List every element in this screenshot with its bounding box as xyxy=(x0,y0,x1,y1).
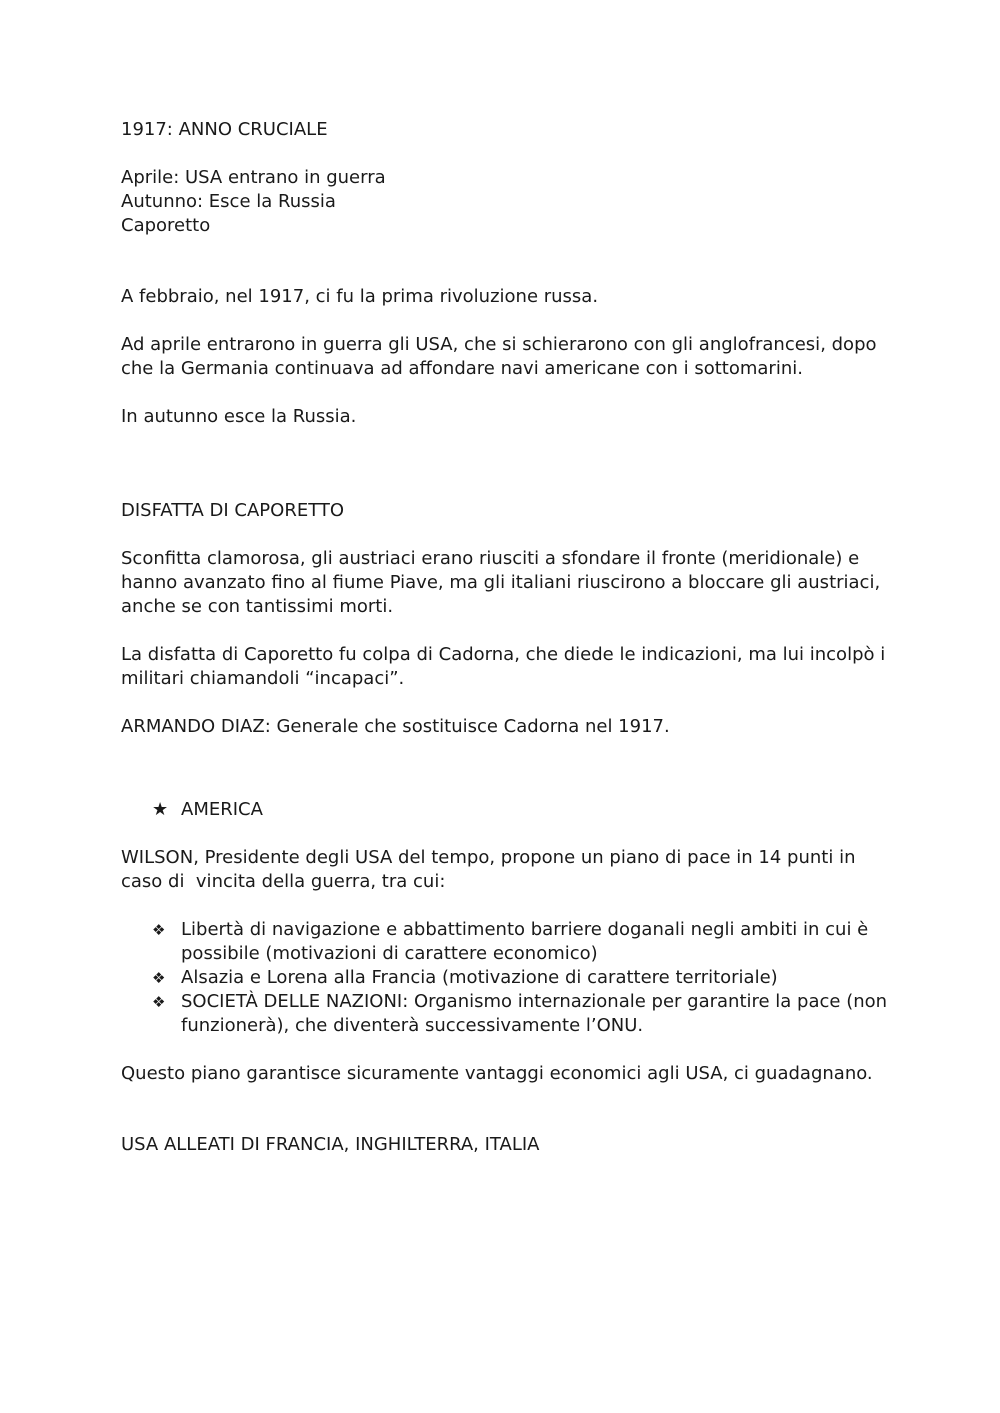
diamond-bullet-icon: ❖ xyxy=(152,921,166,939)
list-item xyxy=(152,918,891,966)
list-item-text: Alsazia e Lorena alla Francia (motivazione di carattere territoriale) xyxy=(181,967,778,988)
section-title-america-row xyxy=(121,798,891,822)
section-title-anno-cruciale: 1917: ANNO CRUCIALE xyxy=(121,119,328,140)
document-page xyxy=(121,118,891,1157)
list-item xyxy=(152,966,891,990)
paragraph-sconfitta: Sconfitta clamorosa, gli austriaci erano riusciti a sfondare il fronte (meridionale) e hanno avanzato fino al fiume Piave, ma gli italiani riuscirono a bloccare gli austriaci, anche se con tantissimi morti. xyxy=(121,548,886,617)
diamond-bullet-icon: ❖ xyxy=(152,993,166,1011)
paragraph-febbraio: A febbraio, nel 1917, ci fu la prima rivoluzione russa. xyxy=(121,286,599,307)
paragraph-aprile-usa: Ad aprile entrarono in guerra gli USA, che si schierarono con gli anglofrancesi, dopo che la Germania continuava ad affondare navi americane con i sottomarini. xyxy=(121,334,883,379)
star-icon: ★ xyxy=(152,799,169,820)
paragraph-armando-diaz: ARMANDO DIAZ: Generale che sostituisce Cadorna nel 1917. xyxy=(121,716,670,737)
paragraph-vantaggi: Questo piano garantisce sicuramente vantaggi economici agli USA, ci guadagnano. xyxy=(121,1063,873,1084)
timeline-line-autunno: Autunno: Esce la Russia xyxy=(121,191,336,212)
list-item xyxy=(152,990,891,1038)
wilson-points-list xyxy=(121,918,891,1038)
timeline-line-aprile: Aprile: USA entrano in guerra xyxy=(121,167,386,188)
timeline-line-caporetto: Caporetto xyxy=(121,215,211,236)
paragraph-alleati: USA ALLEATI DI FRANCIA, INGHILTERRA, ITALIA xyxy=(121,1134,540,1155)
paragraph-wilson: WILSON, Presidente degli USA del tempo, propone un piano di pace in 14 punti in caso di vincita della guerra, tra cui: xyxy=(121,847,862,892)
paragraph-autunno-russia: In autunno esce la Russia. xyxy=(121,406,357,427)
diamond-bullet-icon: ❖ xyxy=(152,969,166,987)
list-item-text: Libertà di navigazione e abbattimento barriere doganali negli ambiti in cui è possibile (motivazioni di carattere economico) xyxy=(181,919,869,964)
list-item-text: SOCIETÀ DELLE NAZIONI: Organismo internazionale per garantire la pace (non funzionerà), che diventerà successivamente l’ONU. xyxy=(181,991,888,1036)
section-title-caporetto: DISFATTA DI CAPORETTO xyxy=(121,500,345,521)
paragraph-colpa-cadorna: La disfatta di Caporetto fu colpa di Cadorna, che diede le indicazioni, ma lui incolpò i militari chiamandoli “incapaci”. xyxy=(121,644,891,689)
section-title-america: AMERICA xyxy=(181,799,263,820)
